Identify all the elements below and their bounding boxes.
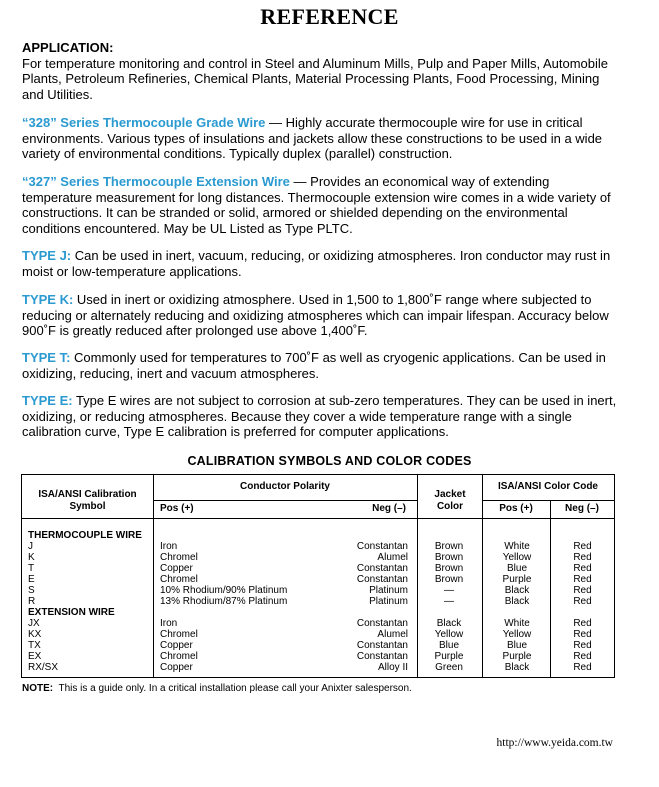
color-pos-cell: White [504, 541, 530, 552]
header-neg: Neg (–) [372, 503, 406, 514]
jacket-color-cell: Yellow [434, 629, 464, 640]
color-pos-cell: Yellow [502, 552, 532, 563]
color-pos-cell: Purple [502, 651, 532, 662]
neg-conductor-cell: Alumel [377, 629, 408, 640]
neg-conductor-cell: Alloy II [377, 662, 408, 673]
color-neg-cell: Red [573, 596, 592, 607]
jacket-color-cell: Black [436, 618, 462, 629]
section-type-k [22, 292, 622, 339]
neg-conductor-cell: Alumel [377, 552, 408, 563]
calibration-table [21, 474, 615, 678]
symbol-cell: KX [28, 629, 42, 640]
table-row [22, 563, 614, 574]
section-type-e [22, 393, 622, 440]
application-text: For temperature monitoring and control in Steel and Aluminum Mills, Pulp and Paper Mills, Automobile Plants, Petroleum Refineries, Chemical Plants, Material Processing Plants, Food Processing, Mining and Utilities. [22, 55, 609, 102]
table-row [22, 618, 614, 629]
color-neg-cell: Red [573, 629, 592, 640]
color-neg-cell: Red [573, 651, 592, 662]
color-neg-cell: Red [573, 662, 592, 673]
section-label: “328” Series Thermocouple Grade Wire [22, 115, 266, 130]
jacket-color-cell: Brown [434, 574, 464, 585]
section-text: Used in inert or oxidizing atmosphere. Used in 1,500 to 1,800˚F range where subjected to reducing or alternately reducing and oxidizing atmospheres which can impair lifespan. Accuracy below 900˚F is greatly reduced after prolonged use above 1,400˚F. [22, 292, 609, 338]
color-pos-cell: White [504, 618, 530, 629]
section-text: Commonly used for temperatures to 700˚F as well as cryogenic applications. Can be used in oxidizing, reducing, inert and vacuum atmospheres. [22, 350, 606, 381]
pos-conductor-cell: 13% Rhodium/87% Platinum [160, 596, 288, 607]
symbol-cell: T [28, 563, 35, 574]
page-title: REFERENCE [260, 4, 399, 29]
section-label: TYPE E: [22, 393, 73, 408]
jacket-color-cell: Brown [434, 563, 464, 574]
header-cc-neg: Neg (–) [565, 503, 599, 514]
symbol-cell: EX [28, 651, 42, 662]
table-row [22, 629, 614, 640]
header-symbol: ISA/ANSI Calibration Symbol [38, 489, 137, 512]
website-url: http://www.yeida.com.tw [496, 737, 613, 749]
section-text: — Highly accurate thermocouple wire for use in critical environments. Various types of insulations and jackets allow these constructions to be used in a wide variety of environmental conditions. Typically duplex (parallel) construction. [22, 115, 603, 161]
table-row [22, 596, 614, 607]
jacket-color-cell: — [444, 585, 454, 596]
neg-conductor-cell: Platinum [369, 596, 408, 607]
neg-conductor-cell: Constantan [356, 640, 408, 651]
color-neg-cell: Red [573, 640, 592, 651]
neg-conductor-cell: Constantan [356, 651, 408, 662]
section-label: TYPE T: [22, 350, 71, 365]
note-label: NOTE: [22, 683, 54, 694]
group-heading: THERMOCOUPLE WIRE [28, 530, 142, 541]
pos-conductor-cell: Copper [160, 640, 193, 651]
section-327 [22, 174, 622, 236]
header-polarity: Conductor Polarity [239, 481, 330, 492]
pos-conductor-cell: Chromel [160, 651, 198, 662]
color-neg-cell: Red [573, 541, 592, 552]
pos-conductor-cell: 10% Rhodium/90% Platinum [160, 585, 288, 596]
jacket-color-cell: Green [435, 662, 463, 673]
neg-conductor-cell: Constantan [356, 541, 408, 552]
pos-conductor-cell: Copper [160, 662, 193, 673]
jacket-color-cell: — [444, 596, 454, 607]
pos-conductor-cell: Chromel [160, 629, 198, 640]
group-heading: EXTENSION WIRE [28, 607, 115, 618]
section-type-t [22, 350, 622, 381]
symbol-cell: JX [28, 618, 40, 629]
table-row [22, 574, 614, 585]
calibration-table-title: CALIBRATION SYMBOLS AND COLOR CODES [187, 454, 472, 468]
symbol-cell: S [28, 585, 35, 596]
neg-conductor-cell: Constantan [356, 574, 408, 585]
symbol-cell: RX/SX [28, 662, 59, 673]
color-neg-cell: Red [573, 563, 592, 574]
color-pos-cell: Blue [506, 640, 527, 651]
color-neg-cell: Red [573, 585, 592, 596]
color-pos-cell: Black [504, 585, 530, 596]
section-text: Type E wires are not subject to corrosion at sub-zero temperatures. They can be used in inert, oxidizing, or reducing atmospheres. Because they cover a wide temperature range with a single calibration curve, Type E calibration is preferred for computer applications. [22, 393, 617, 439]
neg-conductor-cell: Platinum [369, 585, 408, 596]
symbol-cell: J [28, 541, 33, 552]
section-text: Can be used in inert, vacuum, reducing, or oxidizing atmospheres. Iron conductor may rust in moist or low-temperature applications. [22, 248, 611, 279]
table-row [22, 585, 614, 596]
section-label: “327” Series Thermocouple Extension Wire [22, 174, 290, 189]
section-text: — Provides an economical way of extending temperature measurement for long distances. Thermocouple extension wire comes in a wide variety of constructions. It can be stranded or solid, armored or shielded depending on the environmental conditions encountered. May be UL Listed as Type PLTC. [22, 174, 611, 236]
color-pos-cell: Yellow [502, 629, 532, 640]
section-label: TYPE J: [22, 248, 72, 263]
color-pos-cell: Blue [506, 563, 527, 574]
pos-conductor-cell: Copper [160, 563, 193, 574]
jacket-color-cell: Blue [438, 640, 459, 651]
neg-conductor-cell: Constantan [356, 563, 408, 574]
application-paragraph [22, 40, 622, 102]
color-pos-cell: Black [504, 662, 530, 673]
symbol-cell: K [28, 552, 35, 563]
note-text: This is a guide only. In a critical installation please call your Anixter salesperson. [58, 683, 412, 694]
symbol-cell: R [28, 596, 36, 607]
symbol-cell: TX [28, 640, 41, 651]
color-neg-cell: Red [573, 552, 592, 563]
table-row [22, 541, 614, 552]
application-heading: APPLICATION: [22, 40, 114, 55]
symbol-cell: E [28, 574, 35, 585]
table-row [22, 552, 614, 563]
header-color-code: ISA/ANSI Color Code [497, 481, 598, 492]
pos-conductor-cell: Chromel [160, 552, 198, 563]
jacket-color-cell: Brown [434, 541, 464, 552]
jacket-color-cell: Brown [434, 552, 464, 563]
color-neg-cell: Red [573, 618, 592, 629]
color-pos-cell: Black [504, 596, 530, 607]
section-type-j [22, 248, 622, 279]
table-row [22, 640, 614, 651]
header-pos: Pos (+) [160, 503, 194, 514]
pos-conductor-cell: Iron [160, 541, 178, 552]
jacket-color-cell: Purple [434, 651, 464, 662]
table-row [22, 651, 614, 662]
header-jacket: Jacket Color [434, 489, 466, 512]
pos-conductor-cell: Iron [160, 618, 178, 629]
pos-conductor-cell: Chromel [160, 574, 198, 585]
section-label: TYPE K: [22, 292, 74, 307]
neg-conductor-cell: Constantan [356, 618, 408, 629]
color-pos-cell: Purple [502, 574, 532, 585]
note [22, 683, 412, 694]
color-neg-cell: Red [573, 574, 592, 585]
section-328 [22, 115, 622, 162]
table-row [22, 662, 614, 673]
header-cc-pos: Pos (+) [499, 503, 533, 514]
